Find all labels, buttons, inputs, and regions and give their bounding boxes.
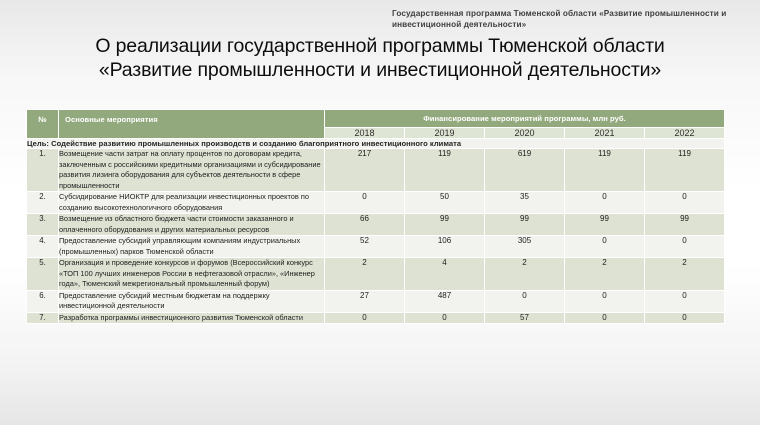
table-header-row-1 xyxy=(27,110,725,128)
row-value-2022: 0 xyxy=(645,312,725,324)
row-value-2020: 619 xyxy=(485,149,565,192)
goal-row xyxy=(27,139,725,149)
row-measure-name: Субсидирование НИОКТР для реализации инвестиционных проектов по созданию высокотехнологичного оборудования xyxy=(59,192,325,214)
row-value-2021: 2 xyxy=(565,258,645,291)
row-number: 3. xyxy=(27,214,59,236)
row-value-2021: 119 xyxy=(565,149,645,192)
table-row xyxy=(27,258,725,291)
column-header-financing-group: Финансирование мероприятий программы, млн руб. xyxy=(325,110,725,128)
column-header-year-2022: 2022 xyxy=(645,128,725,139)
row-value-2018: 2 xyxy=(325,258,405,291)
row-value-2021: 0 xyxy=(565,290,645,312)
page-title-line-1: О реализации государственной программы Тюменской области xyxy=(95,35,665,57)
page-title-line-2: «Развитие промышленности и инвестиционной деятельности» xyxy=(98,58,662,81)
row-measure-name: Возмещение из областного бюджета части стоимости заказанного и оплаченного оборудования и других материальных ресурсов xyxy=(59,214,325,236)
row-measure-name: Организация и проведение конкурсов и форумов (Всероссийский конкурс «ТОП 100 лучших инженеров России в нефтегазовой отрасли», «Инженер года», Тюменский межрегиональный промышленный форум) xyxy=(59,258,325,291)
running-header xyxy=(392,8,742,31)
row-number: 1. xyxy=(27,149,59,192)
row-value-2022: 119 xyxy=(645,149,725,192)
row-value-2020: 99 xyxy=(485,214,565,236)
row-value-2022: 99 xyxy=(645,214,725,236)
row-measure-name: Возмещение части затрат на оплату процентов по договорам кредита, заключенным с российскими кредитными организациями и субсидирование развития лизинга оборудования для субъектов деятельности в сфере промышленности xyxy=(59,149,325,192)
table-row xyxy=(27,290,725,312)
row-value-2019: 0 xyxy=(405,312,485,324)
row-number: 5. xyxy=(27,258,59,291)
goal-text: Цель: Содействие развитию промышленных производств и созданию благоприятного инвестиционного климата xyxy=(27,139,725,149)
row-value-2020: 0 xyxy=(485,290,565,312)
program-financing-table xyxy=(26,109,725,324)
row-value-2019: 4 xyxy=(405,258,485,291)
table-row xyxy=(27,312,725,324)
row-value-2020: 35 xyxy=(485,192,565,214)
row-value-2022: 0 xyxy=(645,192,725,214)
running-header-line-2: инвестиционной деятельности» xyxy=(392,20,527,30)
column-header-measures: Основные мероприятия xyxy=(59,110,325,139)
table-row xyxy=(27,149,725,192)
row-value-2022: 0 xyxy=(645,236,725,258)
table-row xyxy=(27,192,725,214)
column-header-year-2020: 2020 xyxy=(485,128,565,139)
row-value-2020: 305 xyxy=(485,236,565,258)
row-value-2019: 50 xyxy=(405,192,485,214)
row-value-2020: 2 xyxy=(485,258,565,291)
column-header-number: № xyxy=(27,110,59,139)
program-table-container xyxy=(26,109,724,324)
table-head xyxy=(27,110,725,139)
column-header-year-2018: 2018 xyxy=(325,128,405,139)
row-value-2018: 217 xyxy=(325,149,405,192)
row-value-2018: 27 xyxy=(325,290,405,312)
row-value-2018: 0 xyxy=(325,312,405,324)
table-row xyxy=(27,214,725,236)
column-header-year-2019: 2019 xyxy=(405,128,485,139)
row-number: 7. xyxy=(27,312,59,324)
row-number: 2. xyxy=(27,192,59,214)
row-value-2019: 487 xyxy=(405,290,485,312)
row-measure-name: Разработка программы инвестиционного развития Тюменской области xyxy=(59,312,325,324)
row-number: 6. xyxy=(27,290,59,312)
row-value-2019: 106 xyxy=(405,236,485,258)
row-measure-name: Предоставление субсидий управляющим компаниям индустриальных (промышленных) парков Тюменской области xyxy=(59,236,325,258)
row-value-2018: 0 xyxy=(325,192,405,214)
row-value-2021: 0 xyxy=(565,192,645,214)
row-number: 4. xyxy=(27,236,59,258)
row-value-2021: 0 xyxy=(565,312,645,324)
row-value-2021: 0 xyxy=(565,236,645,258)
row-value-2020: 57 xyxy=(485,312,565,324)
table-row xyxy=(27,236,725,258)
row-measure-name: Предоставление субсидий местным бюджетам на поддержку инвестиционной деятельности xyxy=(59,290,325,312)
row-value-2022: 0 xyxy=(645,290,725,312)
column-header-year-2021: 2021 xyxy=(565,128,645,139)
row-value-2018: 52 xyxy=(325,236,405,258)
page-title xyxy=(22,35,738,83)
row-value-2018: 66 xyxy=(325,214,405,236)
table-body xyxy=(27,139,725,324)
row-value-2021: 99 xyxy=(565,214,645,236)
row-value-2022: 2 xyxy=(645,258,725,291)
row-value-2019: 99 xyxy=(405,214,485,236)
row-value-2019: 119 xyxy=(405,149,485,192)
running-header-line-1: Государственная программа Тюменской области «Развитие промышленности и xyxy=(392,9,727,18)
